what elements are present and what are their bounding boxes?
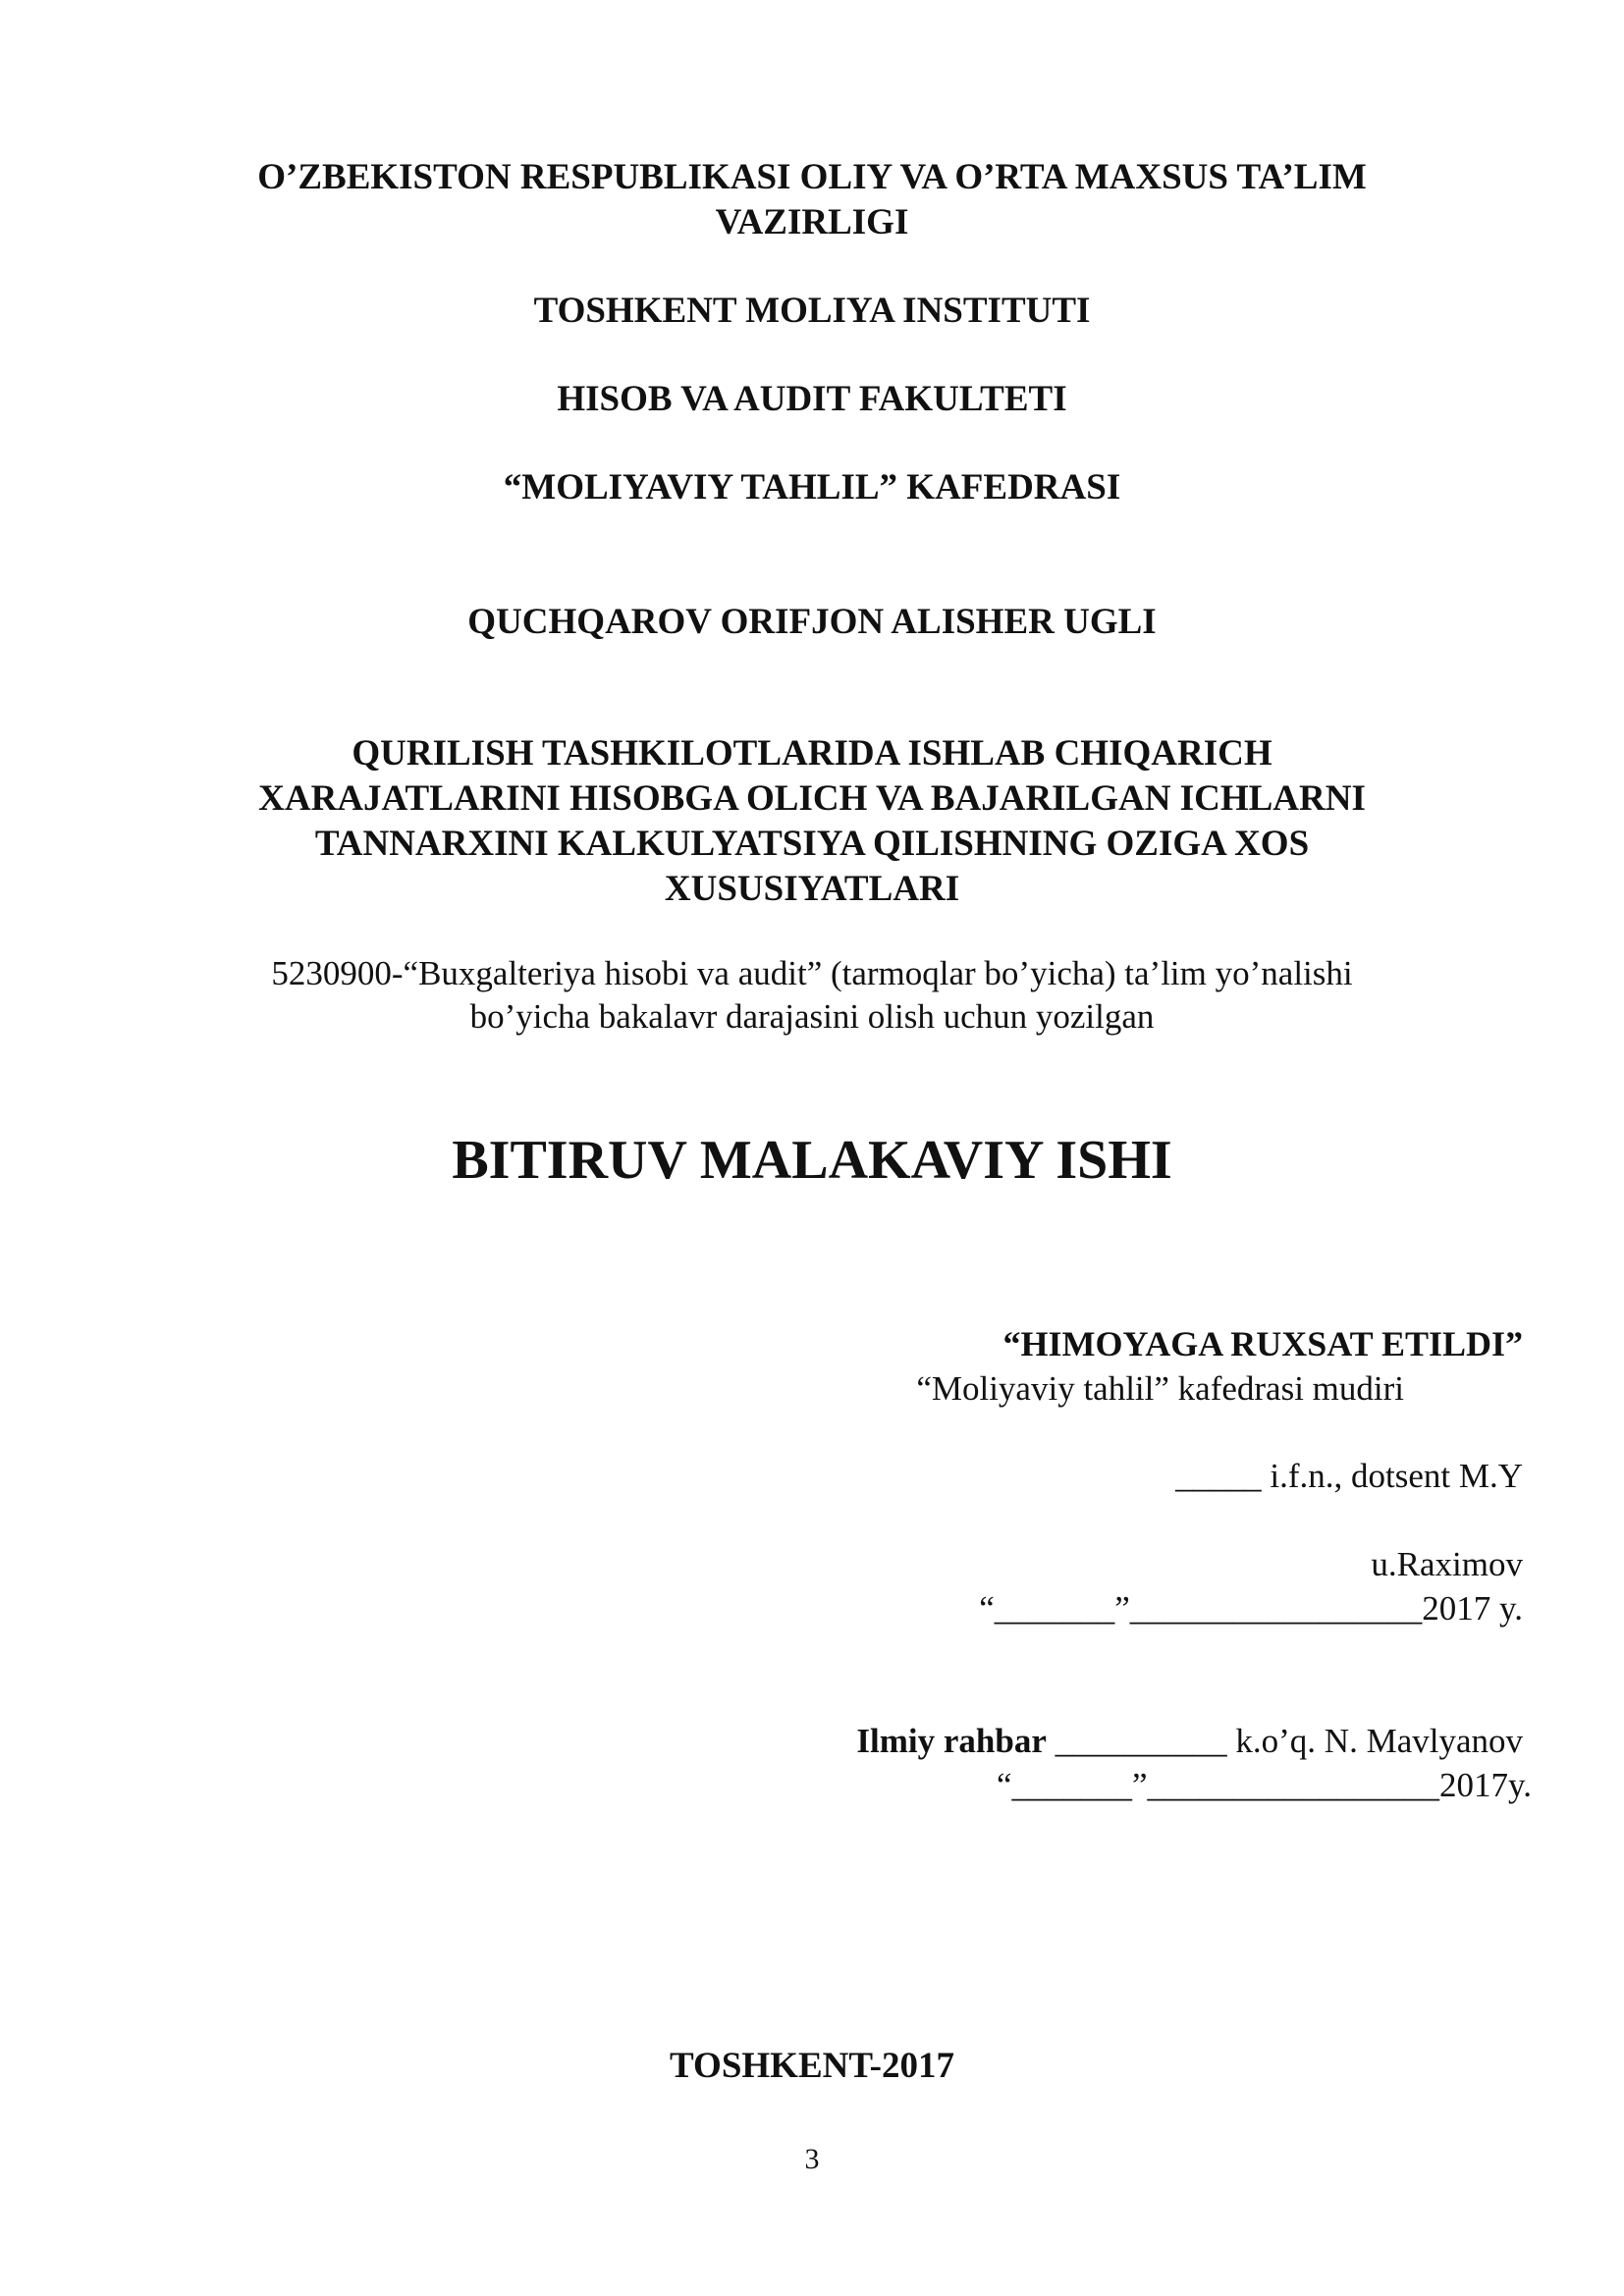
thesis-title-line: TANNARXINI KALKULYATSIYA QILISHNING OZIGA XOS xyxy=(314,824,1310,864)
thesis-title xyxy=(0,731,1624,912)
degree-note-line: bo’yicha bakalavr darajasini olish uchun yozilgan xyxy=(469,997,1155,1036)
approval-head-name: u.Raximov xyxy=(1371,1545,1523,1583)
author-name: QUCHQAROV ORIFJON ALISHER UGLI xyxy=(467,602,1157,642)
thesis-title-line: XARAJATLARINI HISOBGA OLICH VA BAJARILGAN ICHLARNI xyxy=(258,778,1366,819)
thesis-title-line: QURILISH TASHKILOTLARIDA ISHLAB CHIQARICH xyxy=(352,733,1272,774)
work-type-title: BITIRUV MALAKAVIY ISHI xyxy=(452,1130,1172,1191)
signature-blank: _____ xyxy=(1175,1457,1262,1495)
ministry-line-1: O’ZBEKISTON RESPUBLIKASI OLIY VA O’RTA MAXSUS TA’LIM xyxy=(257,157,1367,197)
city-year: TOSHKENT-2017 xyxy=(670,2046,954,2086)
approval-heading: “HIMOYAGA RUXSAT ETILDI” xyxy=(1002,1324,1523,1363)
approval-credentials-line xyxy=(1175,1457,1523,1496)
degree-note xyxy=(0,952,1624,1039)
thesis-title-line: XUSUSIYATLARI xyxy=(664,869,960,909)
approval-date-line: “_______”_________________2017 y. xyxy=(979,1589,1523,1628)
supervisor-label: Ilmiy rahbar xyxy=(856,1722,1047,1760)
ministry-heading xyxy=(0,155,1624,245)
supervisor-date-line: “_______”_________________2017y. xyxy=(996,1766,1532,1804)
approval-head-position: “Moliyaviy tahlil” kafedrasi mudiri xyxy=(916,1369,1404,1408)
ministry-line-2: VAZIRLIGI xyxy=(715,202,909,242)
supervisor-line xyxy=(856,1722,1523,1761)
degree-note-line: 5230900-“Buxgalteriya hisobi va audit” (tarmoqlar bo’yicha) ta’lim yo’nalishi xyxy=(271,954,1353,992)
institute-name: TOSHKENT MOLIYA INSTITUTI xyxy=(533,291,1091,331)
page-number: 3 xyxy=(804,2143,820,2175)
faculty-name: HISOB VA AUDIT FAKULTETI xyxy=(557,379,1067,419)
supervisor-sign-and-name: __________ k.o’q. N. Mavlyanov xyxy=(1046,1722,1523,1760)
department-name: “MOLIYAVIY TAHLIL” KAFEDRASI xyxy=(503,467,1121,507)
head-credentials: i.f.n., dotsent M.Y xyxy=(1261,1457,1523,1495)
